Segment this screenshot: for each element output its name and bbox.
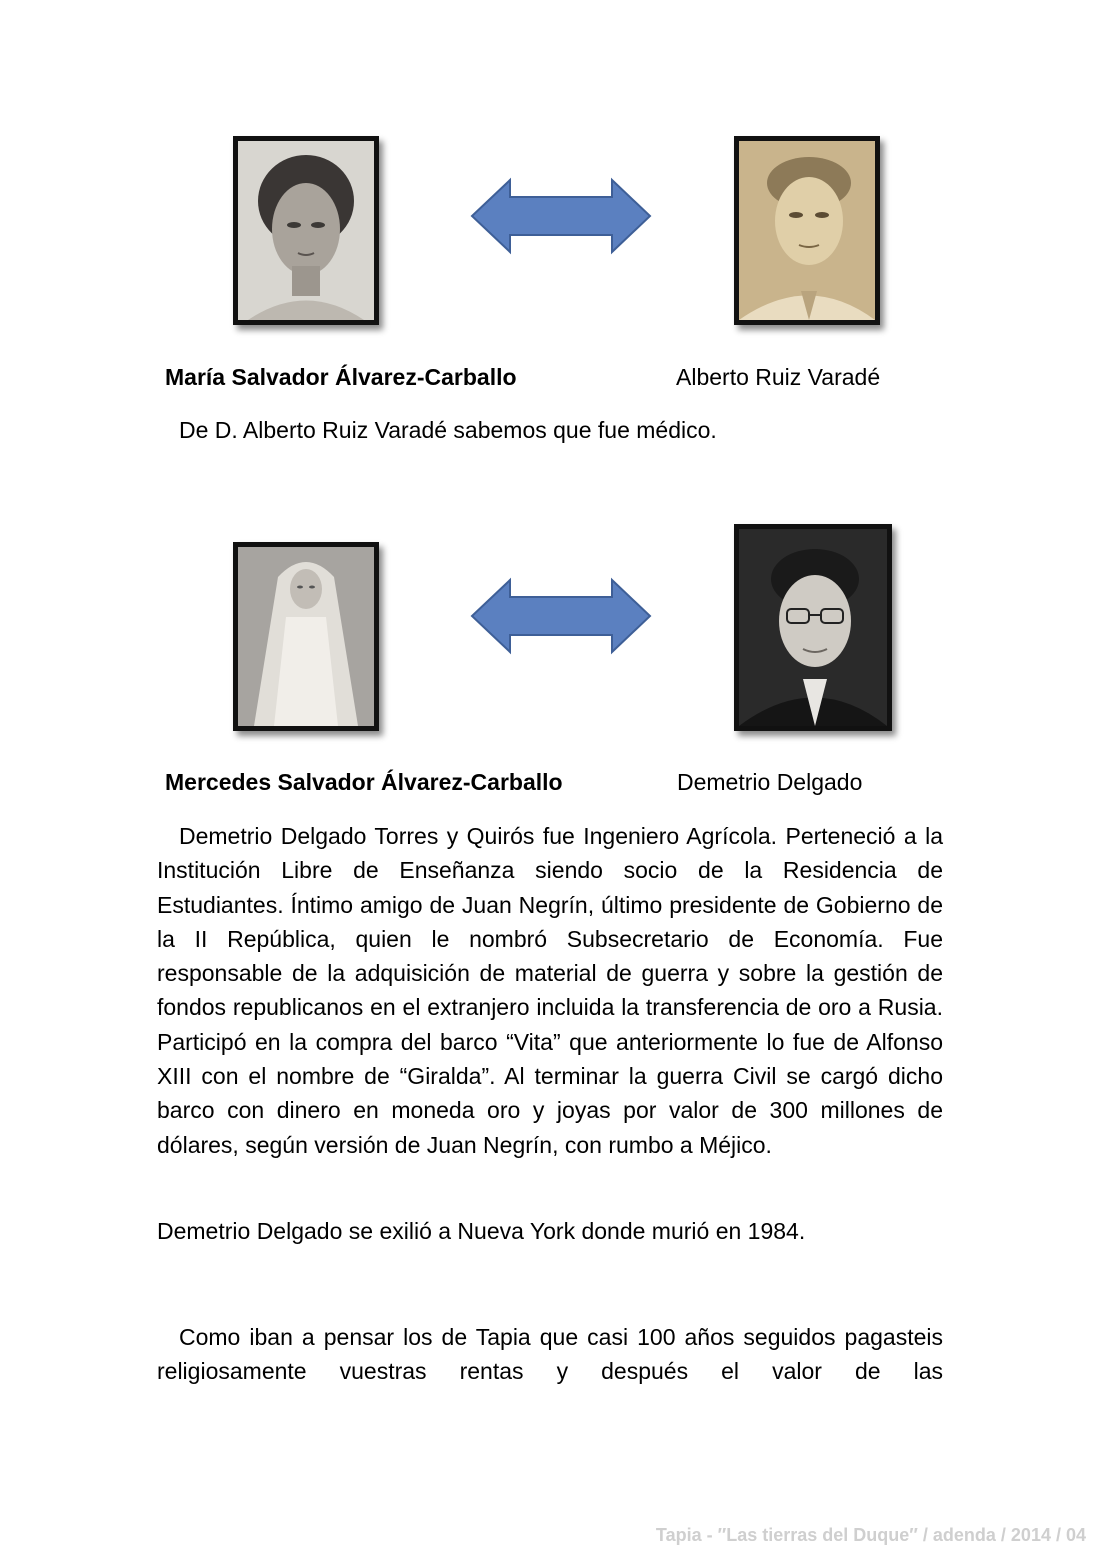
paragraph-demetrio-exile: Demetrio Delgado se exilió a Nueva York donde murió en 1984. (157, 1218, 806, 1244)
note-alberto: De D. Alberto Ruiz Varadé sabemos que fue médico. (179, 417, 717, 443)
page-footer: Tapia - ″Las tierras del Duque″ / adenda / 2014 / 04 (655, 1525, 1086, 1545)
name-mercedes: Mercedes Salvador Álvarez-Carballo (165, 769, 563, 795)
name-demetrio: Demetrio Delgado (677, 769, 863, 795)
portrait-photo-demetrio (734, 524, 892, 731)
double-arrow-icon (470, 577, 652, 655)
double-arrow-icon (470, 177, 652, 255)
portrait-photo-maria (233, 136, 379, 325)
paragraph-demetrio-biography: Demetrio Delgado Torres y Quirós fue Ingeniero Agrícola. Perteneció a la Institución Libre de Enseñanza siendo socio de la Residencia de Estudiantes. Íntimo amigo de Juan Negrín, último presidente de Gobierno de la II República, quien le nombró Subsecretario de Economía. Fue responsable de la adquisición de material de guerra y sobre la gestión de fondos republicanos en el extranjero incluida la transferencia de oro a Rusia. Participó en la compra del barco “Vita” que anteriormente lo fue de Alfonso XIII con el nombre de “Giralda”. Al terminar la guerra Civil se cargó dicho barco con dinero en moneda oro y joyas por valor de 300 millones de dólares, según versión de Juan Negrín, con rumbo a Méjico. (157, 823, 943, 1158)
name-alberto: Alberto Ruiz Varadé (676, 364, 881, 390)
portrait-photo-mercedes (233, 542, 379, 731)
name-maria: María Salvador Álvarez-Carballo (165, 364, 517, 390)
paragraph-closing: Como iban a pensar los de Tapia que casi 100 años seguidos pagasteis religiosamente vuestras rentas y después el valor de las (157, 1324, 943, 1385)
portrait-photo-alberto (734, 136, 880, 325)
